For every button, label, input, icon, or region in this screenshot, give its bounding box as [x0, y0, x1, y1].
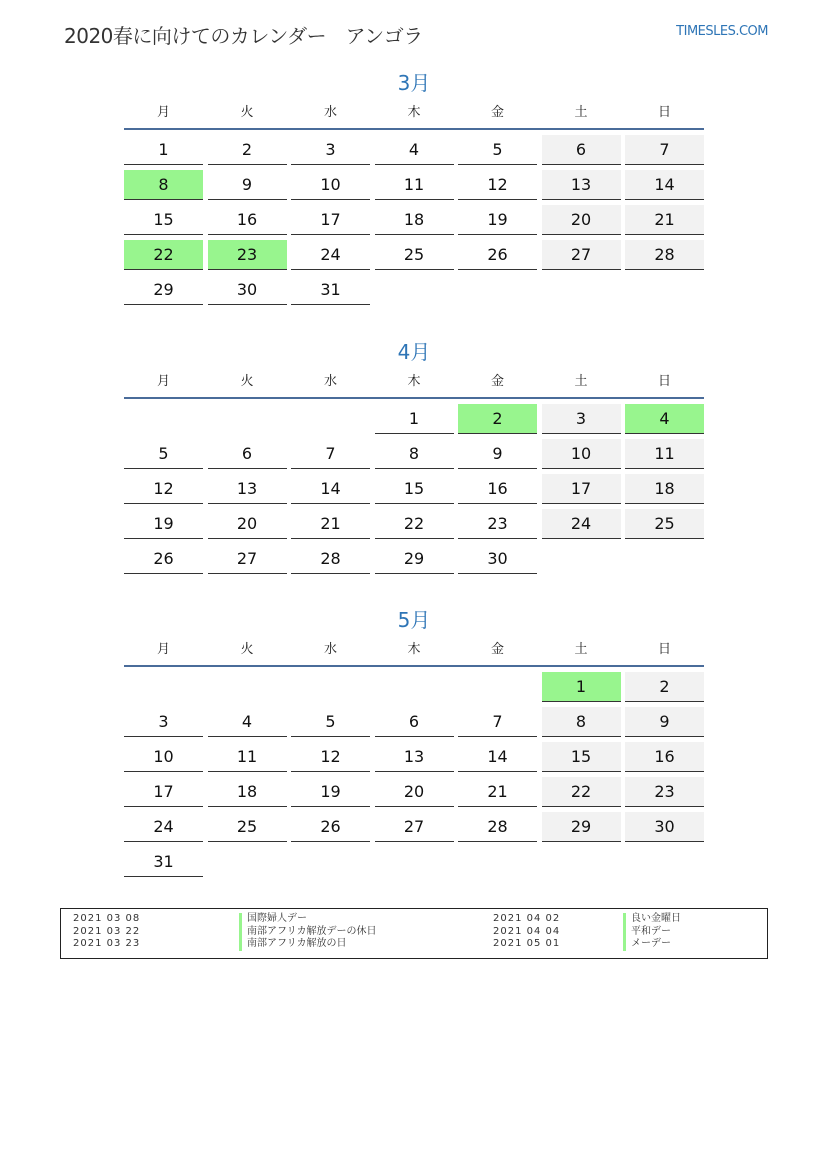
- day-grid: [124, 135, 704, 305]
- day-cell: 24: [542, 509, 621, 539]
- day-cell: 18: [208, 777, 287, 807]
- day-cell: 17: [124, 777, 203, 807]
- day-cell: 23: [458, 509, 537, 539]
- day-cell: 11: [625, 439, 704, 469]
- day-grid: [124, 404, 704, 574]
- day-cell: 21: [625, 205, 704, 235]
- day-cell: 28: [625, 240, 704, 270]
- day-cell: 11: [375, 170, 454, 200]
- holiday-day-cell: 1: [542, 672, 621, 702]
- weekday-label: 日: [657, 105, 671, 120]
- weekday-label: 月: [156, 374, 170, 389]
- weekday-label: 日: [657, 642, 671, 657]
- day-cell: 1: [124, 135, 203, 165]
- day-cell: 27: [542, 240, 621, 270]
- weekday-label: 土: [574, 642, 588, 657]
- empty-day-cell: [458, 672, 537, 701]
- day-cell: 30: [625, 812, 704, 842]
- day-cell: 17: [291, 205, 370, 235]
- holiday-names-right: [623, 913, 827, 951]
- month-april: [124, 337, 704, 574]
- day-cell: 30: [458, 544, 537, 574]
- month-may: [124, 605, 704, 877]
- weekday-label: 土: [574, 105, 588, 120]
- weekday-label: 木: [407, 105, 421, 120]
- day-cell: 5: [458, 135, 537, 165]
- day-cell: 29: [542, 812, 621, 842]
- weekday-label: 金: [490, 374, 504, 389]
- holiday-dates-right: [493, 913, 633, 951]
- holiday-list: [60, 908, 768, 959]
- day-cell: 23: [625, 777, 704, 807]
- day-cell: 7: [458, 707, 537, 737]
- empty-day-cell: [124, 672, 203, 701]
- day-cell: 19: [291, 777, 370, 807]
- day-cell: 10: [291, 170, 370, 200]
- empty-day-cell: [208, 672, 287, 701]
- day-cell: 22: [375, 509, 454, 539]
- day-cell: 13: [375, 742, 454, 772]
- day-cell: 31: [124, 847, 203, 877]
- weekday-header: [124, 635, 704, 667]
- day-cell: 24: [124, 812, 203, 842]
- day-cell: 12: [291, 742, 370, 772]
- day-cell: 20: [375, 777, 454, 807]
- day-cell: 15: [124, 205, 203, 235]
- holiday-name: 南部アフリカ解放デーの休日: [239, 926, 459, 939]
- empty-day-cell: [291, 404, 370, 433]
- weekday-label: 土: [574, 374, 588, 389]
- day-cell: 3: [124, 707, 203, 737]
- day-cell: 16: [625, 742, 704, 772]
- day-cell: 5: [124, 439, 203, 469]
- day-cell: 25: [375, 240, 454, 270]
- day-cell: 21: [291, 509, 370, 539]
- month-march: [124, 68, 704, 305]
- day-cell: 8: [375, 439, 454, 469]
- day-cell: 28: [291, 544, 370, 574]
- day-cell: 7: [291, 439, 370, 469]
- day-cell: 24: [291, 240, 370, 270]
- holiday-day-cell: 2: [458, 404, 537, 434]
- day-cell: 3: [542, 404, 621, 434]
- weekday-label: 火: [240, 105, 254, 120]
- weekday-label: 日: [657, 374, 671, 389]
- weekday-label: 火: [240, 642, 254, 657]
- day-cell: 13: [208, 474, 287, 504]
- day-cell: 3: [291, 135, 370, 165]
- day-cell: 31: [291, 275, 370, 305]
- day-cell: 26: [291, 812, 370, 842]
- weekday-label: 月: [156, 642, 170, 657]
- day-cell: 8: [542, 707, 621, 737]
- day-cell: 7: [625, 135, 704, 165]
- empty-day-cell: [375, 672, 454, 701]
- day-cell: 9: [458, 439, 537, 469]
- day-cell: 29: [375, 544, 454, 574]
- weekday-label: 水: [323, 374, 337, 389]
- day-cell: 26: [124, 544, 203, 574]
- holiday-dates-left: [73, 913, 213, 951]
- site-link[interactable]: TIMESLES.COM: [676, 24, 768, 39]
- holiday-day-cell: 8: [124, 170, 203, 200]
- holiday-name: 平和デー: [623, 926, 827, 939]
- empty-day-cell: [124, 404, 203, 433]
- holiday-day-cell: 22: [124, 240, 203, 270]
- day-cell: 6: [208, 439, 287, 469]
- day-cell: 9: [625, 707, 704, 737]
- holiday-name: 良い金曜日: [623, 913, 827, 926]
- day-cell: 25: [208, 812, 287, 842]
- day-cell: 5: [291, 707, 370, 737]
- day-cell: 1: [375, 404, 454, 434]
- day-cell: 2: [625, 672, 704, 702]
- day-cell: 12: [124, 474, 203, 504]
- day-cell: 28: [458, 812, 537, 842]
- weekday-label: 水: [323, 105, 337, 120]
- empty-day-cell: [208, 404, 287, 433]
- empty-day-cell: [291, 672, 370, 701]
- holiday-name: 国際婦人デー: [239, 913, 459, 926]
- holiday-date: 2021 03 22: [73, 925, 141, 937]
- day-cell: 15: [542, 742, 621, 772]
- day-cell: 16: [208, 205, 287, 235]
- day-cell: 21: [458, 777, 537, 807]
- day-cell: 14: [458, 742, 537, 772]
- day-cell: 22: [542, 777, 621, 807]
- weekday-header: [124, 98, 704, 130]
- day-cell: 10: [542, 439, 621, 469]
- day-cell: 4: [375, 135, 454, 165]
- day-cell: 25: [625, 509, 704, 539]
- day-cell: 4: [208, 707, 287, 737]
- day-cell: 11: [208, 742, 287, 772]
- holiday-name: 南部アフリカ解放の日: [239, 938, 459, 951]
- month-title: 4月: [397, 340, 431, 364]
- day-cell: 29: [124, 275, 203, 305]
- day-cell: 19: [124, 509, 203, 539]
- day-cell: 13: [542, 170, 621, 200]
- weekday-label: 月: [156, 105, 170, 120]
- day-cell: 10: [124, 742, 203, 772]
- weekday-label: 金: [490, 642, 504, 657]
- weekday-header: [124, 367, 704, 399]
- month-title: 5月: [397, 608, 431, 632]
- holiday-day-cell: 4: [625, 404, 704, 434]
- day-cell: 9: [208, 170, 287, 200]
- holiday-day-cell: 23: [208, 240, 287, 270]
- day-cell: 15: [375, 474, 454, 504]
- weekday-label: 木: [407, 374, 421, 389]
- page-title: 2020春に向けてのカレンダー アンゴラ: [64, 24, 423, 48]
- holiday-date: 2021 03 23: [73, 938, 141, 949]
- weekday-label: 金: [490, 105, 504, 120]
- day-cell: 19: [458, 205, 537, 235]
- holiday-date: 2021 04 02: [493, 913, 561, 924]
- day-cell: 6: [542, 135, 621, 165]
- day-cell: 17: [542, 474, 621, 504]
- day-cell: 20: [208, 509, 287, 539]
- day-cell: 18: [625, 474, 704, 504]
- holiday-date: 2021 05 01: [493, 938, 561, 949]
- holiday-name: メーデー: [623, 938, 827, 951]
- weekday-label: 火: [240, 374, 254, 389]
- month-title: 3月: [397, 71, 431, 95]
- day-cell: 6: [375, 707, 454, 737]
- day-cell: 12: [458, 170, 537, 200]
- holiday-date: 2021 04 04: [493, 925, 561, 937]
- weekday-label: 木: [407, 642, 421, 657]
- day-cell: 14: [291, 474, 370, 504]
- day-cell: 18: [375, 205, 454, 235]
- weekday-label: 水: [323, 642, 337, 657]
- holiday-date: 2021 03 08: [73, 913, 141, 924]
- day-cell: 14: [625, 170, 704, 200]
- holiday-names-left: [239, 913, 459, 951]
- day-cell: 27: [375, 812, 454, 842]
- day-cell: 16: [458, 474, 537, 504]
- day-cell: 27: [208, 544, 287, 574]
- day-cell: 20: [542, 205, 621, 235]
- day-cell: 2: [208, 135, 287, 165]
- day-cell: 30: [208, 275, 287, 305]
- day-cell: 26: [458, 240, 537, 270]
- day-grid: [124, 672, 704, 877]
